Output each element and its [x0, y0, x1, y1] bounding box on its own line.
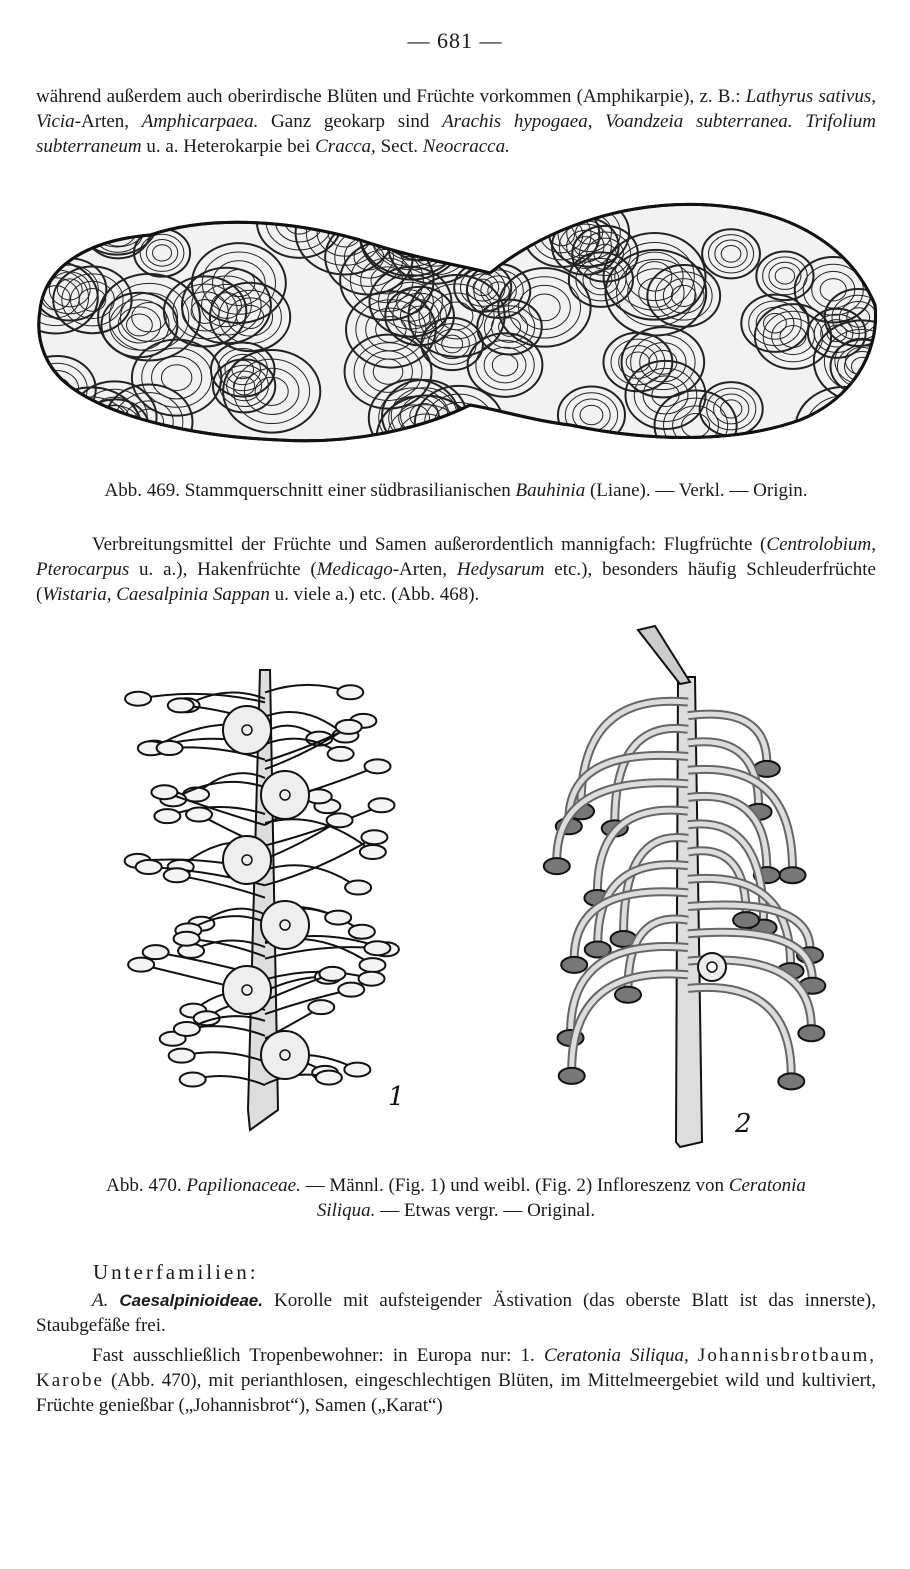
figure-469-stem-cross-section	[30, 195, 880, 455]
dispersal-paragraph	[36, 532, 876, 607]
wood-ring	[409, 227, 429, 244]
tropics-text-2	[689, 1345, 698, 1366]
anther	[328, 747, 354, 761]
anther	[180, 1073, 206, 1087]
fig470-caption-taxon-3: Siliqua.	[316, 1200, 376, 1221]
figure-470-male-inflorescence	[110, 640, 410, 1140]
wood-ring	[397, 216, 442, 255]
dispersal-text-4: etc.), besonders häufig Schleuderfrüchte (	[36, 559, 876, 605]
intro-text-1: während außerdem auch oberirdische Blüten und Früchte vorkommen (Amphikarpie), z. B.:	[36, 86, 746, 107]
subfamily-a-paragraph	[36, 1288, 876, 1338]
floral-disc	[223, 706, 271, 754]
floral-disc	[223, 966, 271, 1014]
intro-text-3: Ganz geokarp sind	[258, 111, 443, 132]
subfamily-a-name: Caesalpinioideae.	[119, 1291, 263, 1310]
anther	[164, 868, 190, 882]
filament	[265, 990, 351, 1014]
anther	[327, 813, 353, 827]
wood-ring	[403, 222, 436, 250]
anther	[308, 1000, 334, 1014]
wood-ring	[443, 217, 467, 237]
anther	[316, 1071, 342, 1085]
dispersal-text-3: -Arten,	[392, 559, 457, 580]
dispersal-taxon-2: Medicago	[316, 559, 393, 580]
fig470-label-2: 2	[735, 1109, 752, 1139]
intro-taxon-5: Neocracca.	[422, 136, 510, 157]
anther	[168, 698, 194, 712]
wood-ring	[419, 230, 451, 257]
fig469-caption-text-b: (Liane). — Verkl. — Origin.	[585, 480, 808, 501]
wood-ring	[436, 210, 475, 243]
stigma	[544, 858, 570, 874]
anther	[174, 932, 200, 946]
wood-ring	[430, 212, 471, 247]
anther	[125, 692, 151, 706]
dispersal-taxon-1: Centrolobium, Pterocarpus	[36, 534, 876, 580]
dispersal-taxon-4: Wistaria, Caesalpinia Sappan	[42, 584, 270, 605]
fig470-label-1: 1	[388, 1082, 405, 1112]
stigma	[778, 1073, 804, 1089]
page-number: — 681 —	[407, 28, 503, 53]
anther	[336, 720, 362, 734]
wood-ring	[104, 418, 127, 437]
anther	[361, 830, 387, 844]
filament	[265, 837, 374, 885]
floral-disc	[261, 771, 309, 819]
wood-lobe	[414, 199, 487, 261]
flower-center	[707, 962, 717, 972]
female-top-tip	[638, 626, 690, 684]
anther	[359, 958, 385, 972]
subfamily-a-letter: A.	[92, 1290, 109, 1311]
stigma	[733, 912, 759, 928]
dispersal-text-1: Verbreitungsmittel der Früchte und Samen außerordentlich mannigfach: Flugfrüchte (	[92, 534, 767, 555]
wood-ring	[74, 416, 109, 446]
filament	[167, 807, 265, 816]
fig470-caption-text-a: Abb. 470.	[106, 1175, 187, 1196]
anther	[369, 798, 395, 812]
anther	[169, 1049, 195, 1063]
wood-ring	[420, 197, 489, 256]
anther	[136, 860, 162, 874]
fig470-caption-taxon-1: Papilionaceae.	[186, 1175, 301, 1196]
fig470-caption-text-c: — Etwas vergr. — Original.	[375, 1200, 596, 1221]
anther	[365, 759, 391, 773]
dispersal-text-5: u. viele a.) etc. (Abb. 468).	[269, 584, 480, 605]
tropics-text-1: Fast ausschließlich Tropenbewohner: in Europa nur: 1.	[92, 1345, 544, 1366]
figure-470-female-inflorescence	[530, 622, 830, 1152]
wood-ring	[62, 407, 119, 455]
wood-ring	[828, 414, 861, 442]
fig469-caption-taxon: Bauhinia	[515, 480, 586, 501]
dispersal-taxon-3: Hedysarum	[456, 559, 545, 580]
ovary-highlight	[688, 987, 791, 1075]
wood-ring	[422, 206, 479, 254]
disc	[261, 771, 309, 819]
anther	[325, 911, 351, 925]
tropics-text-3: (Abb. 470), mit perianthlosen, eingeschlechtigen Blüten, im Mittelmeergebiet wild und kultiviert, Früchte genießbar („Johannisbrot“), Samen („Karat“)	[36, 1370, 876, 1416]
wood-ring	[414, 199, 487, 261]
fig469-caption-text-a: Abb. 469. Stammquerschnitt einer südbrasilianischen	[104, 480, 516, 501]
dispersal-text-2: u. a.), Hakenfrüchte (	[129, 559, 317, 580]
stigma	[798, 1025, 824, 1041]
floral-disc	[223, 836, 271, 884]
stigma	[615, 987, 641, 1003]
disc	[223, 706, 271, 754]
tropics-common-names: Johannisbrotbaum, Karobe	[36, 1345, 876, 1391]
wood-ring	[438, 219, 463, 240]
intro-text-4: u. a. Heterokarpie bei	[141, 136, 316, 157]
floral-disc	[261, 901, 309, 949]
disc	[223, 836, 271, 884]
intro-taxon-3: Arachis hypogaea, Voandzeia subterranea. Trifolium subterraneum	[36, 111, 876, 157]
subfamily-a-text: Korolle mit aufsteigender Ästivation (das oberste Blatt ist das innerste), Staubgefäße frei.	[36, 1290, 876, 1336]
anther	[319, 967, 345, 981]
anther	[345, 881, 371, 895]
anther	[154, 809, 180, 823]
stigma	[561, 957, 587, 973]
wood-ring	[96, 412, 134, 444]
wood-ring	[89, 406, 142, 451]
intro-text-5: Sect.	[375, 136, 423, 157]
stigma	[780, 867, 806, 883]
anther	[128, 958, 154, 972]
anther	[344, 1063, 370, 1077]
wood-ring	[394, 221, 429, 251]
fig470-caption-line-2	[36, 1198, 876, 1223]
wood-ring	[383, 211, 441, 260]
fig470-caption-text-b: — Männl. (Fig. 1) und weibl. (Fig. 2) Infloreszenz von	[300, 1175, 729, 1196]
anther	[364, 941, 390, 955]
filament	[265, 820, 340, 859]
anther	[360, 845, 386, 859]
fig470-caption-taxon-2: Ceratonia	[728, 1175, 806, 1196]
wood-ring	[394, 218, 429, 248]
intro-text-2: -Arten,	[74, 111, 142, 132]
floral-disc	[261, 1031, 309, 1079]
pistil	[688, 987, 804, 1089]
ovary	[688, 987, 791, 1075]
wood-lobe	[420, 197, 489, 256]
anther	[338, 983, 364, 997]
stamen	[265, 685, 363, 699]
female-axis	[676, 677, 702, 1147]
anther	[349, 925, 375, 939]
wood-ring	[103, 208, 131, 232]
fig470-caption-line-1	[36, 1173, 876, 1198]
anther	[359, 972, 385, 986]
wood-ring	[94, 200, 140, 239]
disc	[223, 966, 271, 1014]
intro-taxon-4: Cracca,	[315, 136, 376, 157]
anther	[151, 785, 177, 799]
stigma	[559, 1068, 585, 1084]
wood-ring	[817, 405, 871, 451]
stamen	[183, 773, 265, 801]
anther	[143, 945, 169, 959]
wood-ring	[428, 204, 482, 250]
intro-taxon-1: Lathyrus sativus, Vicia	[36, 86, 876, 132]
figure-469-caption	[36, 478, 876, 503]
disc	[261, 901, 309, 949]
figure-470-caption	[36, 1173, 876, 1223]
intro-paragraph	[36, 84, 876, 159]
anther	[157, 741, 183, 755]
tropics-paragraph	[36, 1343, 876, 1418]
wood-ring	[806, 396, 880, 455]
intro-taxon-2: Amphicarpaea.	[141, 111, 259, 132]
anther	[174, 1022, 200, 1036]
wood-ring	[44, 378, 70, 400]
anther	[337, 685, 363, 699]
anther	[186, 808, 212, 822]
subfamilies-heading: Unterfamilien:	[93, 1260, 259, 1284]
tropics-taxon-1: Ceratonia Siliqua,	[543, 1345, 689, 1366]
disc	[261, 1031, 309, 1079]
